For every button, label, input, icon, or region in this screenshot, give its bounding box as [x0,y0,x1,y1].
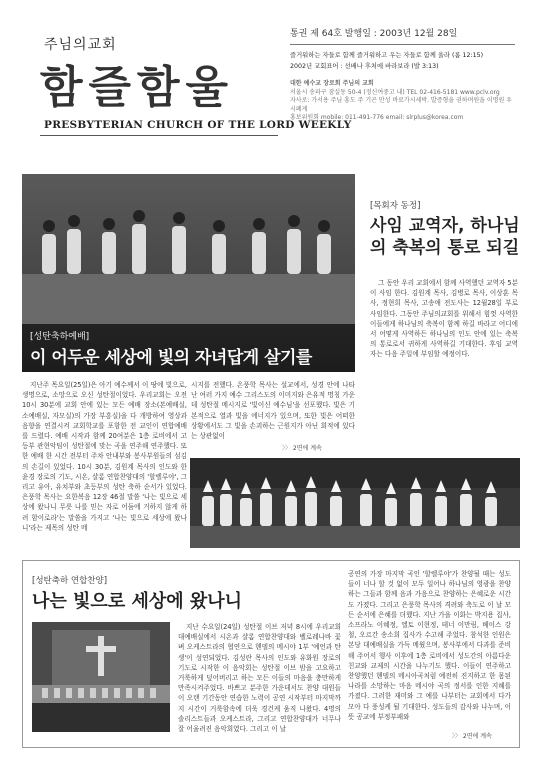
concert-continue: 〉〉 2면에 계속 [452,733,492,740]
sidebar-tag: [목회자 동정] [370,201,421,211]
concert-body-col2: 공연의 가장 마지막 곡인 '할렐루야'가 찬양될 때는 성도들이 너나 할 것 없이 모두 일어나 하나님의 영광을 찬양하는 그들과 함께 음과 가음으로 찬양하는 은혜로운 시간도 가졌다. 그리고 은풍학 목사의 격려와 축도로 이 날 모든 순서에 은혜를 더했다. 지난 가을 이화는 박지용 집사, 소프라노 이혜정, 엘토 이현정, 테너 이만림, 베이스 강철, 오르간 송소희 집사가 수고해 주었다. 참석한 인원은 본당 대예배실을 가득 메웠으며, 봉사부에서 다과를 준비해 주어서 행사 이후에 1층 로비에서 성도간의 아름다운 친교와 교제의 시간을 나누기도 했다. 이들이 연주하고 찬양했던 헨델의 메시아곡처럼 예전히 진지하고 한 몸된 나라를 소망하는 마음 메시야 곡의 정서를 인한 지혜를 가졌다. 그러한 재미와 그 예를 나부터는 교회에서 다가 모아 다 풍성케 될 기대한다. 성도들의 감사와 나누며, 이 뜻 공교에 부정부패와 [348,570,511,721]
issue-info [290,28,515,123]
lead-headline: 이 어두운 세상에 빛의 자녀답게 살기를 [30,348,312,368]
issue-staff: 자사로: 가서용 주님 흥도 주 기곤 만성 바료가시세박. 발증형을 권하며원을 이명원 우시폐게 [290,97,512,113]
lead-body-col2: 시지를 전했다. 온풍학 목사는 설교에서, 성경 안에 나타난 여러 가지 예수 그리스도의 이미지와 은유적 명칭 가운데 성탄절 메시지로 '빛이신 예수님'을 선포했다. 빛은 기본적으로 열과 빛을 에너지가 있으며, 또한 빛은 어떠한 상황에서도 그 빛을 손괴하는 근원지가 아닌 회적에 있다는 상관없이 [191,381,355,441]
concert-headline: 나는 빛으로 세상에 왔나니 [32,591,243,612]
sanctuary-photo [32,622,170,732]
issue-publisher: 대한 예수교 장로회 주님의 교회 [290,80,374,87]
church-name: 주님의교회 [44,37,117,53]
lead-tag: [성탄축하예배] [30,332,90,342]
issue-contact: 홍보위원회 mobile: 011-491-776 email: slrplus@korea.com [290,114,464,121]
newsletter-subtitle: PRESBYTERIAN CHURCH OF THE LORD WEEKLY [44,119,352,131]
issue-number: 통권 제 64호 발행일 : 2003년 12월 28일 [290,29,458,39]
lead-continue: 〉〉 2면에 계속 [282,445,322,452]
issue-verse: 즐거워하는 자들로 함께 즐거워하고 우는 자들로 함께 울라 (롬 12:15) [290,52,484,59]
sanctuary-photo-image [32,622,170,732]
sidebar-headline: 사임 교역자, 하나님의 축복의 통로 되길 [370,216,520,258]
issue-address: 서울시 송파구 잠실동 50-4 (정신여중고 내) TEL 02-416-5181 www.pclv.org [290,88,500,96]
issue-motto: 2002년 교회표어 : 선배나 후처에 바라보라 (발 3:13) [290,63,439,70]
choir-photo [190,458,520,548]
sidebar-body: 그 동안 우리 교회에서 함께 사역했던 교역자 5분이 사임 한다. 김원계 목사, 김병로 목사, 이상훈 목사, 정현희 목사, 고송애 전도사는 12월28일 부로 사임한다. 그동안 주님의교회를 위해서 힘껏 사역한 이들에게 하나님의 축복이 함께 하길 바라고 어디에서 어떻게 사역하든 하나님의 인도 안에 있는 축복의 통로로서 귀하게 사역하길 기대한다. 후임 교역자는 다음 주일에 부임할 예정이다. [370,279,518,359]
issue-rule [290,44,515,45]
masthead-rule [40,135,278,136]
lead-body-col1: 지난주 목요일(25일)은 아기 예수께서 이 땅에 빛으로, 생명으로, 소망으로 오신 성탄절이었다. 우리교회는 오전 10시 30분에 교회 안에 있는 모든 예배 장소(본예배실, 소예배실, 자모실)의 가장 부흥실)을 다 개방하여 영상과 음향을 연결시켜 교회학교를 포함한 전 교인이 연합예배를 드렸다. 예배 시작과 함께 20여분은 1층 로비에서 고등부 관현악팀이 성탄절에 맞는 곡을 연주해 연주했다. 또한 예배 한 시간 전부터 주차 안내부와 봉사부원들의 섬김의 손길이 있었다. 10시 30분, 김원계 목사의 인도와 한윤경 장로의 기도, 시온, 샬롬 연합찬양대의 '할렐루야', 그리고 유아, 유치부와 초등부의 성탄 축하 순서가 있었다. 은풍학 목사는 요한복음 12장 46절 말씀 '나는 빛으로 세상에 왔나니 무릇 나를 믿는 자로 어둠에 거하지 않게 하려 함이로라'는 말씀을 가지고 '나는 빛으로 세상에 왔나니'라는 제목의 성탄 메 [22,381,187,532]
concert-body-col1: 지난 수요일(24일) 성탄절 이브 저녁 8시에 우리교회 대예배실에서 시온과 샬롬 연합찬양대와 벨로레나바 꽃벼 오케스트라의 협연으로 헨델의 메시야 1부 '예언과 탄생'이 성연되었다. 김성란 목사의 인도와 유화원 장로의 기도로 시작한 이 음악회는 성탄절 이브 밤을 고요하고 거룩하게 덮어버리고 하는 모든 이들의 마음을 충만하게 만족시켜주었다. 바쁘고 분주한 가운데서도 찬양 대원들이 오랜 기간동안 연습한 노력이 공연 시작부터 마지막까지 시간이 거룩함속에 더욱 경건케 움직 나왔다. 4명의 솔리스트들과 오케스트라, 그리고 연합찬양대가 너무나 잘 어울려진 음악회였다. 그리고 이 날 [178,623,341,734]
newsletter-title: 함즐함울 [40,62,235,113]
concert-tag: [성탄축하 연합찬양] [32,576,108,586]
choir-photo-image [190,458,520,548]
